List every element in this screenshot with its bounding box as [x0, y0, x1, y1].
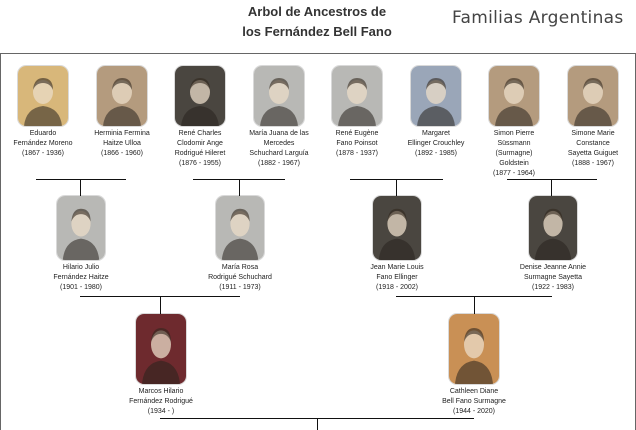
caption-line: Jean Marie Louis: [370, 264, 424, 271]
caption-line: (1876 - 1955): [178, 160, 222, 167]
portrait-photo: [411, 66, 461, 126]
portrait-photo: [97, 66, 147, 126]
caption-line: (1877 - 1964): [492, 170, 536, 177]
caption-line: Herminia Fermina: [94, 130, 150, 137]
caption-line: (1882 - 1967): [257, 160, 301, 167]
person-caption: [428, 387, 520, 417]
person-marcos: [115, 314, 207, 417]
caption-line: Süssmann: [497, 140, 531, 147]
caption-line: Goldstein: [499, 160, 529, 167]
portrait-photo: [175, 66, 225, 126]
brand-name: Familias Argentinas: [452, 8, 624, 28]
caption-line: Fernández Moreno: [13, 140, 73, 147]
title-line-1: Arbol de Ancestros de: [247, 4, 387, 19]
caption-line: Rodrigué Schuchard: [208, 274, 272, 281]
portrait-photo: [332, 66, 382, 126]
person-maria-rosa: [194, 196, 286, 293]
person-caption: [507, 263, 599, 293]
person-cathleen: [428, 314, 520, 417]
caption-line: Rodrigué Hileret: [174, 150, 226, 157]
caption-line: Simone Marie: [571, 130, 615, 137]
connector-drop-marcos: [160, 296, 161, 314]
person-simone-marie: [547, 66, 636, 169]
connector-drop-denise: [551, 179, 552, 196]
caption-line: Ellinger Crouchley: [407, 140, 465, 147]
portrait-photo: [449, 314, 499, 384]
caption-line: (1888 - 1967): [571, 160, 615, 167]
caption-line: (1901 - 1980): [59, 284, 103, 291]
caption-line: Fernández Rodrigué: [129, 398, 193, 405]
portrait-photo: [373, 196, 421, 260]
person-caption: [547, 129, 636, 169]
portrait-photo: [136, 314, 186, 384]
caption-line: René Eugène: [335, 130, 379, 137]
caption-line: María Rosa: [221, 264, 259, 271]
person-hilario: [35, 196, 127, 293]
caption-line: Eduardo: [29, 130, 57, 137]
caption-line: Mercedes: [263, 140, 295, 147]
caption-line: Margaret: [421, 130, 450, 137]
portrait-photo: [216, 196, 264, 260]
caption-line: (1922 - 1983): [531, 284, 575, 291]
person-denise: [507, 196, 599, 293]
portrait-photo: [18, 66, 68, 126]
caption-line: (1867 - 1936): [21, 150, 65, 157]
page-title: [222, 2, 412, 42]
caption-line: (1918 - 2002): [375, 284, 419, 291]
portrait-photo: [568, 66, 618, 126]
caption-line: Denise Jeanne Annie: [519, 264, 587, 271]
caption-line: Fernández Haitze: [53, 274, 109, 281]
caption-line: (1934 - ): [147, 408, 175, 415]
connector-drop-child: [317, 418, 318, 430]
caption-line: (Surmagne): [495, 150, 533, 157]
caption-line: Sayetta Guiguet: [567, 150, 619, 157]
portrait-photo: [489, 66, 539, 126]
connector-drop-hilario: [80, 179, 81, 196]
caption-line: Fano Poinsot: [336, 140, 378, 147]
caption-line: Marcos Hilario: [138, 388, 184, 395]
caption-line: Clodomir Ange: [177, 140, 223, 147]
caption-line: (1866 - 1960): [100, 150, 144, 157]
caption-line: Cathleen Diane: [449, 388, 499, 395]
caption-line: Bell Fano Surmagne: [442, 398, 506, 405]
connector-drop-cathleen: [474, 296, 475, 314]
caption-line: María Juana de las: [249, 130, 309, 137]
caption-line: Haitze Ulloa: [103, 140, 141, 147]
caption-line: (1944 - 2020): [452, 408, 496, 415]
caption-line: Simon Pierre: [493, 130, 535, 137]
caption-line: Schuchard Larguía: [249, 150, 309, 157]
caption-line: (1911 - 1973): [219, 284, 261, 291]
caption-line: Constance: [576, 140, 610, 147]
connector-simon-simone: [507, 179, 597, 180]
caption-line: Hilario Julio: [62, 264, 100, 271]
caption-line: Fano Ellinger: [376, 274, 418, 281]
person-caption: [194, 263, 286, 293]
connector-drop-mariarosa: [239, 179, 240, 196]
portrait-photo: [529, 196, 577, 260]
connector-eduardo-herminia: [36, 179, 126, 180]
caption-line: René Charles: [178, 130, 222, 137]
caption-line: (1878 - 1937): [335, 150, 379, 157]
portrait-photo: [254, 66, 304, 126]
title-line-2: los Fernández Bell Fano: [242, 24, 392, 39]
connector-drop-jean: [396, 179, 397, 196]
person-caption: [35, 263, 127, 293]
caption-line: Surmagne Sayetta: [524, 274, 582, 281]
person-caption: [351, 263, 443, 293]
person-jean-marie: [351, 196, 443, 293]
person-caption: [115, 387, 207, 417]
caption-line: (1892 - 1985): [414, 150, 458, 157]
portrait-photo: [57, 196, 105, 260]
